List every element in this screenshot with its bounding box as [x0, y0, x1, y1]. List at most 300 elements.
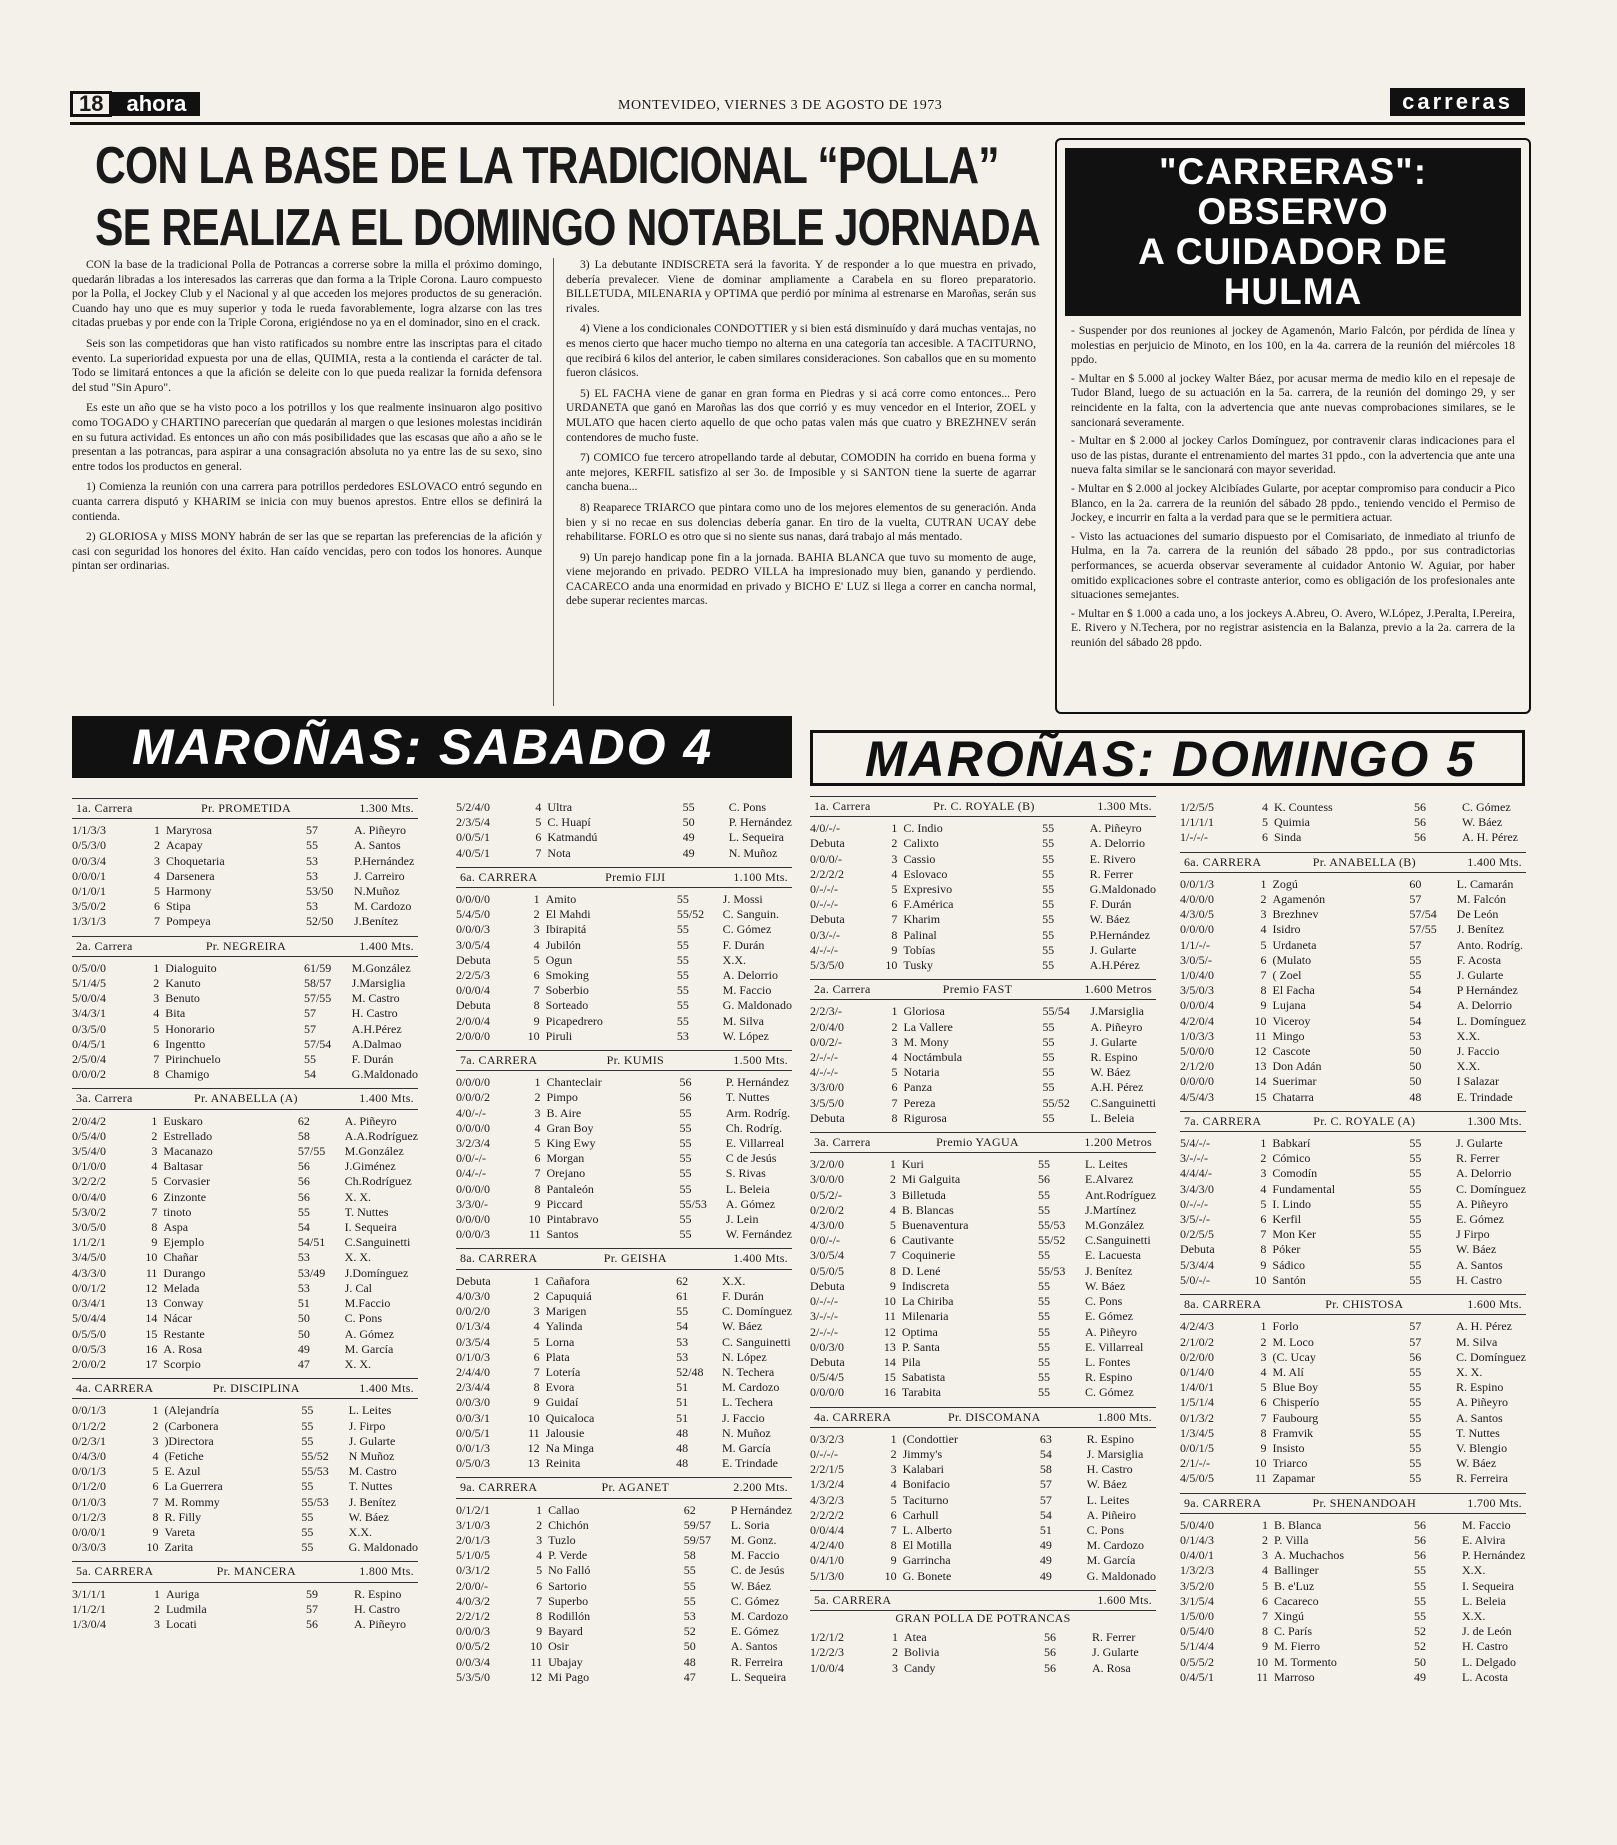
entry-weight: 55: [1409, 1242, 1422, 1257]
entry-horse: Faubourg: [1272, 1410, 1319, 1425]
entry-form: 0/0/0/1: [72, 1524, 107, 1539]
entry-weight: 55: [301, 1433, 314, 1448]
entry-horse: Tusky: [903, 958, 933, 973]
entry-number: 2: [154, 838, 160, 853]
entry-row: [456, 1197, 792, 1212]
entry-form: 0/0/0/0: [456, 892, 491, 907]
entry-number: 1: [151, 1113, 158, 1128]
entry-form: 1/-/-/-: [1180, 830, 1208, 845]
entry-form: 0/0/5/2: [456, 1639, 491, 1654]
entry-horse: Euskaro: [163, 1113, 203, 1128]
race-header: [72, 1088, 418, 1109]
entry-weight: 55: [1409, 1257, 1422, 1272]
entry-horse: Darsenera: [166, 868, 215, 883]
entry-row: [72, 1266, 418, 1281]
entry-weight: 55: [1409, 1471, 1422, 1486]
entry-jockey: J. Cal: [344, 1280, 373, 1295]
entry-number: 8: [1262, 1624, 1268, 1639]
entry-row: [456, 968, 792, 983]
entry-horse: Agamenón: [1272, 892, 1326, 907]
entries-table: [72, 1587, 418, 1633]
entry-weight: 55: [301, 1403, 314, 1418]
entry-horse: Jubilón: [545, 937, 581, 952]
entry-horse: Locati: [166, 1616, 197, 1631]
entry-form: 4/2/4/0: [810, 1538, 845, 1553]
entries-table: [810, 1004, 1156, 1126]
entry-weight: 55/52: [301, 1448, 329, 1463]
race-num: 9a. CARRERA: [460, 1480, 538, 1495]
entry-horse: Santón: [1272, 1272, 1306, 1287]
entry-jockey: J. Carreiro: [354, 868, 405, 883]
entry-form: 3/1/5/4: [1180, 1593, 1215, 1608]
entry-form: 0/0/0/0: [456, 1120, 491, 1135]
race-num: 6a. CARRERA: [1184, 854, 1262, 869]
entry-form: 3/4/5/0: [72, 1250, 107, 1265]
entry-horse: Lujana: [1272, 998, 1306, 1013]
entry-form: 2/0/0/-: [456, 1578, 488, 1593]
entry-weight: 55/54: [1042, 1004, 1070, 1019]
entry-form: 4/5/0/5: [1180, 1471, 1215, 1486]
entry-form: 4/0/-/-: [456, 1105, 486, 1120]
entries-table: [810, 821, 1156, 973]
entry-weight: 48: [676, 1425, 689, 1440]
entry-form: 2/1/2/0: [1180, 1059, 1215, 1074]
entry-weight: 55: [1042, 1019, 1055, 1034]
entry-form: 0/1/0/0: [72, 1159, 107, 1174]
entry-jockey: X.X.: [348, 1524, 373, 1539]
entry-jockey: F. Durán: [351, 1052, 394, 1067]
entry-jockey: N. Techera: [722, 1364, 775, 1379]
sanctions-title-line-2: A CUIDADOR DE HULMA: [1138, 231, 1448, 312]
entry-weight: 55: [1042, 942, 1055, 957]
entry-number: 11: [530, 1654, 543, 1669]
entry-weight: 57: [1409, 937, 1422, 952]
entry-jockey: J. Benítez: [348, 1494, 396, 1509]
entry-jockey: J.Martínez: [1085, 1202, 1136, 1217]
entry-weight: 57: [303, 1021, 316, 1036]
entry-row: [1180, 1212, 1526, 1227]
entry-horse: ( Zoel: [1272, 968, 1302, 983]
entry-jockey: Arm. Rodríg.: [725, 1105, 791, 1120]
paper-name: ahora: [112, 92, 200, 116]
entry-jockey: T. Nuttes: [1456, 1425, 1500, 1440]
entry-form: 3/3/0/0: [810, 1080, 845, 1095]
entry-jockey: C. Gómez: [1085, 1385, 1134, 1400]
entry-jockey: N Muñoz: [348, 1448, 395, 1463]
entry-row: [1180, 1670, 1526, 1685]
entry-horse: Amito: [545, 892, 577, 907]
entry-weight: 54: [1409, 998, 1422, 1013]
entry-jockey: G.Maldonado: [1089, 882, 1156, 897]
entry-horse: Marigen: [545, 1304, 587, 1319]
entry-form: 1/3/2/4: [810, 1477, 845, 1492]
entry-weight: 50: [297, 1311, 310, 1326]
entry-form: 5/2/4/0: [456, 800, 491, 814]
entry-horse: (Condottier: [902, 1431, 958, 1446]
entry-number: 8: [1260, 983, 1267, 998]
entry-jockey: S. Rivas: [725, 1166, 766, 1181]
entry-number: 4: [535, 800, 542, 814]
entry-weight: 55: [1409, 1227, 1422, 1242]
entry-horse: (Alejandría: [164, 1403, 220, 1418]
entry-weight: 55: [1409, 1456, 1422, 1471]
entry-horse: Carhull: [902, 1507, 939, 1522]
entry-row: [456, 1350, 792, 1365]
entry-number: 15: [883, 1370, 896, 1385]
race-num: 8a. CARRERA: [460, 1251, 538, 1266]
entry-jockey: P Hernández: [730, 1502, 792, 1517]
race-num: 4a. CARRERA: [814, 1409, 892, 1424]
entry-jockey: H. Castro: [354, 1601, 400, 1616]
entry-jockey: M. Castro: [348, 1464, 397, 1479]
entry-horse: Triarco: [1272, 1456, 1308, 1471]
entry-number: 8: [889, 1263, 896, 1278]
entry-form: 0/5/2/-: [810, 1187, 842, 1202]
entry-weight: 56: [1414, 800, 1426, 814]
entry-jockey: Ch.Rodríguez: [344, 1174, 412, 1189]
entry-number: 6: [154, 899, 160, 914]
entry-jockey: A. Santos: [730, 1639, 778, 1654]
entry-jockey: J.Benítez: [354, 914, 399, 929]
entry-number: 6: [891, 897, 898, 912]
entry-number: 5: [533, 952, 540, 967]
entry-jockey: C. Sanguinetti: [722, 1334, 791, 1349]
entry-weight: 49: [682, 830, 695, 845]
entry-horse: Orejano: [546, 1166, 586, 1181]
entry-jockey: C. Domínguez: [1456, 1349, 1526, 1364]
entry-jockey: M.González: [351, 960, 411, 975]
entry-horse: Zapamar: [1272, 1471, 1316, 1486]
entry-number: 9: [1260, 998, 1267, 1013]
entry-number: 6: [533, 968, 540, 983]
race-premio: Premio YAGUA: [936, 1135, 1019, 1150]
entry-weight: 55: [1038, 1324, 1051, 1339]
entry-horse: R. Filly: [164, 1509, 202, 1524]
entry-form: 1/3/4/5: [1180, 1425, 1215, 1440]
entry-form: 0/5/4/0: [72, 1128, 107, 1143]
entry-row: [810, 1020, 1156, 1035]
sanction-item: - Multar en $ 1.000 a cada uno, a los jockeys A.Abreu, O. Avero, W.López, J.Peralta, I.Pereira, E. Rivero y N.Techera, por no registrar asistencia en la Balanza, previo a la 2a. carrera de la reunión del sábado 28 ppdo.: [1071, 606, 1515, 649]
entries-table: [1180, 1319, 1526, 1486]
entry-horse: Evora: [545, 1380, 575, 1395]
entry-row: [72, 1190, 418, 1205]
entry-number: 3: [891, 851, 898, 866]
entry-number: 1: [154, 823, 160, 838]
entry-jockey: F. Durán: [722, 937, 765, 952]
entry-jockey: W. Báez: [1086, 1477, 1127, 1492]
entry-form: 0/4/5/1: [1180, 1669, 1215, 1684]
entry-weight: 55: [1038, 1278, 1051, 1293]
entry-row: [1180, 1609, 1526, 1624]
entry-jockey: H. Castro: [1456, 1272, 1502, 1287]
entry-weight: 57/54: [1409, 907, 1437, 922]
entry-form: 2/3/4/4: [456, 1380, 491, 1395]
entry-number: 2: [154, 1601, 160, 1616]
entry-horse: A. Rosa: [163, 1341, 203, 1356]
entry-horse: Ultra: [547, 800, 573, 814]
entry-weight: 55/52: [1042, 1095, 1070, 1110]
entry-weight: 60: [1409, 876, 1422, 891]
entry-weight: 55/52: [676, 907, 705, 922]
entry-row: [456, 1106, 792, 1121]
entry-horse: Don Adán: [1272, 1059, 1322, 1074]
entry-horse: Kanuto: [165, 976, 201, 991]
entry-weight: 55: [1409, 1380, 1422, 1395]
entry-jockey: A. Delorrio: [1089, 836, 1145, 851]
entry-horse: Guidaí: [545, 1395, 579, 1410]
entry-horse: Yalinda: [545, 1319, 583, 1334]
entry-row: [72, 1052, 418, 1067]
entry-form: 0/0/5/1: [456, 1425, 491, 1440]
entry-horse: Pompeya: [166, 914, 211, 929]
entry-jockey: A. Santos: [354, 838, 401, 853]
entry-number: 9: [533, 1013, 540, 1028]
entry-form: 0/0/0/4: [456, 983, 491, 998]
entry-jockey: W. Báez: [1089, 912, 1130, 927]
entry-weight: 55: [1414, 1593, 1426, 1608]
race-card: [72, 1378, 418, 1555]
entry-form: 0/0/0/-: [810, 851, 842, 866]
entry-form: 3/1/1/1: [72, 1586, 107, 1601]
entry-form: Debuta: [810, 1110, 845, 1125]
race-dist: 1.700 Mts.: [1467, 1495, 1522, 1510]
entry-row: [72, 1419, 418, 1434]
entry-number: 15: [145, 1326, 158, 1341]
entry-weight: 55: [1038, 1202, 1051, 1217]
entry-jockey: X. X.: [344, 1189, 372, 1204]
entry-row: [1180, 1059, 1526, 1074]
race-header: [456, 867, 792, 888]
race-premio: Pr. CHISTOSA: [1325, 1297, 1404, 1312]
entries-table: [810, 1630, 1156, 1676]
entry-row: [810, 1218, 1156, 1233]
entry-form: 0/1/4/0: [1180, 1364, 1215, 1379]
entry-jockey: M. Faccio: [1462, 1517, 1511, 1532]
entry-number: 5: [153, 1021, 160, 1036]
entry-form: 0/0/1/3: [72, 1464, 107, 1479]
entry-form: 0/1/0/1: [72, 884, 107, 899]
entry-row: [456, 907, 792, 922]
entry-horse: Tuzlo: [548, 1532, 576, 1547]
entry-number: 9: [1260, 1440, 1267, 1455]
entry-jockey: C. Pons: [728, 800, 767, 814]
entry-row: [456, 1212, 792, 1227]
entry-row: [456, 1227, 792, 1242]
entry-jockey: C. Gómez: [722, 922, 772, 937]
entry-jockey: J. de León: [1462, 1624, 1512, 1639]
entry-horse: Póker: [1272, 1242, 1301, 1257]
entry-horse: Chanteclair: [546, 1075, 602, 1090]
entry-horse: Macanazo: [163, 1144, 213, 1159]
entry-row: [456, 1670, 792, 1685]
entry-form: 0/0/0/0: [456, 1212, 491, 1227]
entry-row: [456, 953, 792, 968]
entry-weight: 55: [1409, 1136, 1422, 1151]
entry-number: 2: [892, 1645, 898, 1660]
entry-horse: Na Minga: [545, 1440, 594, 1455]
entry-form: 0/0/1/5: [1180, 1440, 1215, 1455]
entry-form: 1/0/0/4: [810, 1660, 845, 1675]
entry-weight: 55: [1038, 1248, 1051, 1263]
entry-number: 6: [533, 1349, 540, 1364]
entry-row: [72, 1220, 418, 1235]
entry-form: 0/2/5/5: [1180, 1227, 1215, 1242]
entry-horse: Ubajay: [548, 1654, 583, 1669]
entry-horse: Sinda: [1274, 830, 1302, 845]
entry-number: 1: [536, 1502, 543, 1517]
entry-row: [456, 1136, 792, 1151]
entry-horse: Aspa: [163, 1220, 189, 1235]
entry-row: [1180, 907, 1526, 922]
entry-form: 5/0/4/4: [72, 1311, 107, 1326]
entry-weight: 54: [303, 1067, 316, 1082]
entry-weight: 55: [679, 1105, 692, 1120]
entry-weight: 55: [301, 1524, 314, 1539]
entry-number: 4: [891, 1050, 898, 1065]
entry-weight: 55: [682, 800, 695, 814]
entry-horse: M. Mony: [903, 1034, 949, 1049]
entry-jockey: L. Beleia: [1090, 1110, 1135, 1125]
entry-row: [456, 1274, 792, 1289]
entry-row: [1180, 968, 1526, 983]
entry-row: [1180, 1227, 1526, 1242]
entry-weight: 53: [297, 1280, 310, 1295]
entry-jockey: A. Delorrio: [1456, 998, 1512, 1013]
entry-jockey: A. Piñeyro: [1089, 821, 1142, 836]
entry-jockey: J. Lein: [725, 1212, 759, 1227]
entry-form: Debuta: [456, 1273, 491, 1288]
entry-number: 2: [1260, 1151, 1267, 1166]
entry-weight: 55: [1042, 1050, 1055, 1065]
entry-form: 2/3/5/4: [456, 815, 491, 830]
article-paragraph: CON la base de la tradicional Polla de Potrancas a correrse sobre la milla el próximo domingo, quedarán libradas a los interesados las carreras que dan forma a la Triple Corona. Lauro compuesto por la Polla, el Jockey Club y el Nacional y al que acceden los mejores productos de su generación. Cuando hay uno que es muy superior y toda le rueda favorablemente, logra alzarse con las tres citadas pruebas y por ende con la Triple Corona, erigiéndose no ya en el dominador, sino en el crack.: [72, 258, 542, 330]
entry-row: [1180, 1166, 1526, 1181]
entry-horse: Coquinerie: [901, 1248, 956, 1263]
entry-row: [456, 892, 792, 907]
entry-weight: 55: [1038, 1370, 1051, 1385]
entry-row: [456, 1456, 792, 1471]
entry-row: [810, 1111, 1156, 1126]
entry-row: [1180, 1044, 1526, 1059]
entry-number: 10: [885, 958, 898, 973]
entry-form: 2/0/4/0: [810, 1019, 845, 1034]
entry-number: 15: [1254, 1089, 1267, 1104]
entry-weight: 55: [301, 1509, 314, 1524]
entry-jockey: A.H.Pérez: [1089, 958, 1140, 973]
entries-table: [1180, 1136, 1526, 1288]
entry-form: 3/5/0/2: [72, 899, 107, 914]
article-paragraph: 4) Viene a los condicionales CONDOTTIER y si bien está disminuído y dará muchas ventajas, no es menos cierto que hacer mucho tiempo no alterna en una categoría tan accesible. A TACITURNO, que recibirá 6 kilos del anterior, le caben similares consideraciones. Son caballos que en su momento fueron clásicos.: [566, 322, 1036, 380]
entry-weight: 57: [303, 1006, 316, 1021]
entry-number: 8: [533, 998, 540, 1013]
entry-jockey: M. Cardozo: [354, 899, 412, 914]
entry-horse: Cañafora: [545, 1273, 590, 1288]
entry-weight: 54: [676, 1319, 689, 1334]
entry-horse: Cacareco: [1274, 1593, 1319, 1608]
entry-row: [456, 998, 792, 1013]
entry-form: 2/0/0/2: [72, 1356, 107, 1371]
entry-number: 10: [1254, 1013, 1267, 1028]
entry-weight: 55: [1409, 968, 1422, 983]
entry-jockey: X. X.: [344, 1356, 372, 1371]
entry-horse: Rodillón: [548, 1608, 591, 1623]
entry-form: 1/3/1/3: [72, 914, 107, 929]
entry-number: 1: [152, 1403, 159, 1418]
entry-number: 11: [528, 1227, 541, 1242]
entry-horse: Melada: [163, 1280, 200, 1295]
entry-number: 9: [534, 1196, 541, 1211]
entry-number: 5: [1262, 815, 1268, 830]
entry-horse: Ludmila: [166, 1601, 207, 1616]
entry-number: 16: [145, 1341, 158, 1356]
entry-form: 0/0/3/1: [456, 1410, 491, 1425]
article-paragraph: Seis son las competidoras que han visto ratificados su nombre entre las inscriptas para el citado evento. La superioridad expuesta por una de ellas, QUIMIA, resta a la contienda el carácter de tal. Todo se limitará entonces a que la afición se deleite con lo que pueda realizar la fornida defensora del stud "Sin Apuro".: [72, 336, 542, 394]
entry-form: 0/1/4/3: [1180, 1532, 1215, 1547]
header-rule: [70, 122, 1525, 125]
entry-jockey: C.Sanguinetti: [344, 1235, 411, 1250]
entry-row: [1180, 998, 1526, 1013]
entry-horse: Piruli: [545, 1028, 573, 1043]
entry-form: 0/0/0/0: [456, 1181, 491, 1196]
entry-horse: A. Muchachos: [1274, 1548, 1344, 1563]
entry-weight: 52: [1414, 1639, 1426, 1654]
entry-jockey: M. Faccio: [730, 1548, 780, 1563]
entry-form: 2/0/1/3: [456, 1532, 491, 1547]
entry-horse: K. Countess: [1274, 800, 1333, 814]
entry-weight: 48: [676, 1440, 689, 1455]
entry-weight: 63: [1039, 1431, 1052, 1446]
entry-form: 0/3/4/1: [72, 1296, 107, 1311]
entry-weight: 58: [683, 1548, 696, 1563]
entry-form: 0/0/5/1: [456, 830, 491, 845]
entry-weight: 55: [1409, 1166, 1422, 1181]
entry-horse: Indiscreta: [901, 1278, 950, 1293]
entry-horse: M. Fierro: [1274, 1639, 1320, 1654]
race-premio: Pr. C. ROYALE (B): [933, 799, 1035, 813]
entry-row: [1180, 1548, 1526, 1563]
entry-row: [72, 1540, 418, 1555]
entry-jockey: X. X.: [1456, 1364, 1483, 1379]
entry-number: 2: [533, 907, 540, 922]
entry-form: 0/1/2/0: [72, 1479, 107, 1494]
entry-row: [1180, 1655, 1526, 1670]
entry-jockey: T. Nuttes: [348, 1479, 393, 1494]
race-num: 6a. CARRERA: [460, 869, 538, 884]
entry-form: 3/2/0/0: [810, 1157, 845, 1172]
entry-number: 11: [145, 1265, 158, 1280]
entry-horse: Auriga: [166, 1586, 200, 1601]
entry-form: 0/2/0/2: [810, 1202, 845, 1217]
entry-form: 0/0/3/4: [72, 853, 107, 868]
entry-row: [1180, 1197, 1526, 1212]
entry-row: [1180, 1395, 1526, 1410]
entry-row: [1180, 1350, 1526, 1365]
entry-weight: 52: [683, 1624, 696, 1639]
entry-row: [72, 1006, 418, 1021]
entry-horse: Taciturno: [902, 1492, 949, 1507]
entry-form: 0/4/0/1: [1180, 1548, 1215, 1563]
entry-number: 4: [890, 1477, 897, 1492]
entry-number: 10: [1254, 1456, 1267, 1471]
entry-weight: 51: [1039, 1522, 1052, 1537]
entry-row: [72, 1357, 418, 1372]
entry-jockey: A. H. Pérez: [1456, 1319, 1512, 1334]
entry-horse: Piccard: [546, 1196, 583, 1211]
entry-number: 2: [153, 976, 160, 991]
entries-table: [1180, 877, 1526, 1105]
entry-number: 3: [534, 1105, 541, 1120]
entry-horse: Quicaloca: [545, 1410, 595, 1425]
